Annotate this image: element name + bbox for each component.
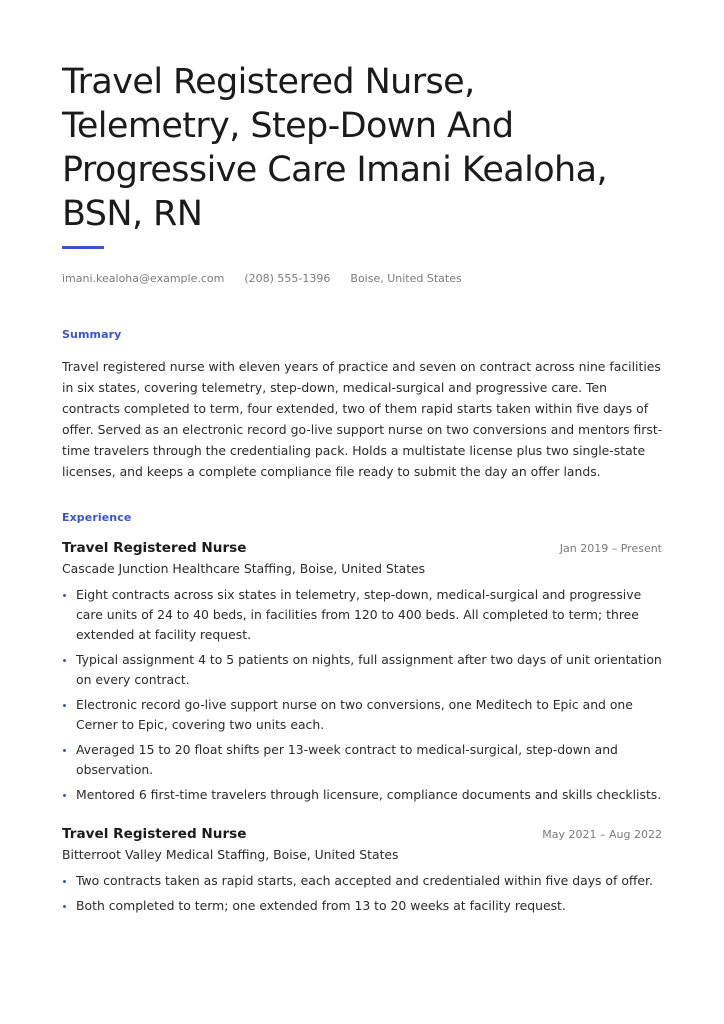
- section-heading-experience: Experience: [62, 511, 132, 524]
- job-bullet-text: Two contracts taken as rapid starts, each accepted and credentialed within five days of offer.: [76, 873, 653, 888]
- contact-phone[interactable]: (208) 555-1396: [244, 272, 331, 285]
- page-title: Travel Registered Nurse, Telemetry, Step-Down And Progressive Care Imani Kealoha, BSN, RN: [62, 62, 608, 234]
- summary-text: Travel registered nurse with eleven years of practice and seven on contract across nine facilities in six states, covering telemetry, step-down, medical-surgical and progressive care. Ten contracts completed to term, four extended, two of them rapid starts taken within five days of offer. Served as an electronic record go-live support nurse on two conversions and mentors first-time travelers through the credentialing pack. Holds a multistate license plus two single-state licenses, and keeps a complete compliance file ready to submit the day an offer lands.: [62, 359, 663, 479]
- experience-item: [62, 826, 662, 921]
- experience-item: [62, 540, 662, 810]
- job-dates: May 2021 – Aug 2022: [542, 828, 662, 841]
- bullet-dot-icon: [63, 794, 66, 797]
- job-company: Cascade Junction Healthcare Staffing, Boise, United States: [62, 561, 426, 576]
- job-bullet-list: [62, 585, 662, 805]
- job-bullet-text: Eight contracts across six states in telemetry, step-down, medical-surgical and progressive care units of 24 to 40 beds, in facilities from 120 to 400 beds. All completed to term; three extended at facility request.: [76, 587, 642, 642]
- bullet-dot-icon: [63, 880, 66, 883]
- job-bullet-text: Both completed to term; one extended from 13 to 20 weeks at facility request.: [76, 898, 566, 913]
- section-heading-summary: Summary: [62, 328, 122, 341]
- job-bullet-text: Mentored 6 first-time travelers through licensure, compliance documents and skills checklists.: [76, 787, 662, 802]
- bullet-dot-icon: [63, 659, 66, 662]
- job-bullet: [62, 695, 662, 735]
- job-title: Travel Registered Nurse: [62, 540, 247, 556]
- job-company: Bitterroot Valley Medical Staffing, Boise, United States: [62, 847, 399, 862]
- job-bullet-text: Typical assignment 4 to 5 patients on nights, full assignment after two days of unit orientation on every contract.: [76, 652, 662, 687]
- contact-email[interactable]: imani.kealoha@example.com: [62, 272, 225, 285]
- bullet-dot-icon: [63, 594, 66, 597]
- job-bullet: [62, 650, 662, 690]
- job-bullet-text: Electronic record go-live support nurse on two conversions, one Meditech to Epic and one Cerner to Epic, covering two units each.: [76, 697, 633, 732]
- job-bullet-list: [62, 871, 662, 916]
- job-bullet: [62, 785, 662, 805]
- job-dates: Jan 2019 – Present: [559, 542, 662, 555]
- contact-info: [62, 272, 462, 285]
- bullet-dot-icon: [63, 704, 66, 707]
- bullet-dot-icon: [63, 905, 66, 908]
- job-bullet-text: Averaged 15 to 20 float shifts per 13-week contract to medical-surgical, step-down and observation.: [76, 742, 618, 777]
- job-bullet: [62, 871, 662, 891]
- contact-location: Boise, United States: [350, 272, 462, 285]
- title-underline: [62, 246, 104, 249]
- bullet-dot-icon: [63, 749, 66, 752]
- job-title: Travel Registered Nurse: [62, 826, 247, 842]
- job-bullet: [62, 585, 662, 645]
- job-bullet: [62, 896, 662, 916]
- job-bullet: [62, 740, 662, 780]
